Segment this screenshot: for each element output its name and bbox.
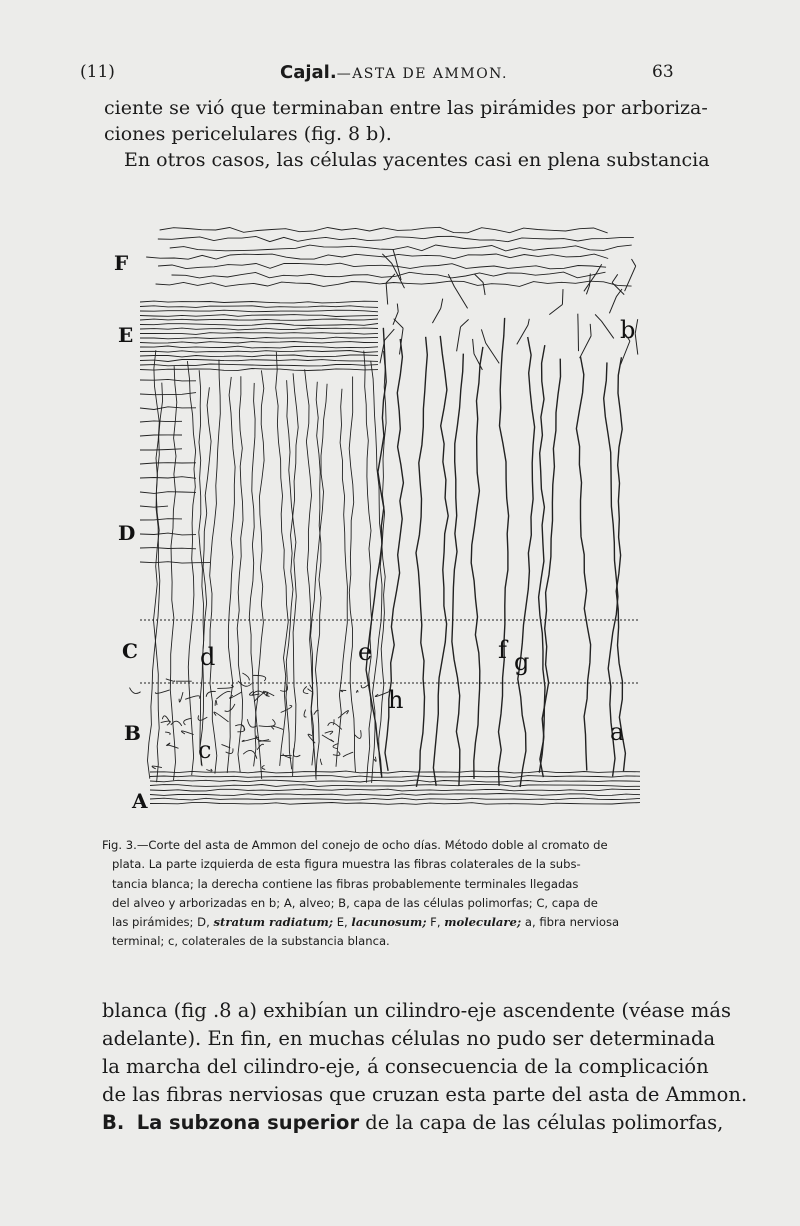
- arborization: [595, 314, 614, 338]
- polymorph-fiber: [253, 675, 266, 681]
- polymorph-fiber: [242, 673, 249, 680]
- radiatum-fiber: [140, 463, 196, 464]
- molecular-fiber: [158, 236, 634, 241]
- lacunosum-fiber: [140, 319, 378, 320]
- alveus-fiber: [150, 794, 640, 796]
- lacunosum-fiber: [140, 301, 378, 303]
- terminal-fiber: [616, 357, 625, 771]
- caption-text: las pirámides; D,: [112, 915, 214, 930]
- terminal-fiber: [416, 337, 427, 787]
- lacunosum-fiber: [140, 310, 378, 312]
- terminal-fiber: [499, 318, 509, 786]
- layer-label: E: [118, 323, 134, 347]
- caption-line: tancia blanca; la derecha contiene las fibras probablemente terminales llegadas: [112, 876, 579, 891]
- neural-drawing: [110, 210, 670, 825]
- molecular-fiber: [158, 263, 606, 269]
- layer-label: D: [118, 521, 136, 545]
- radiatum-fiber: [140, 407, 196, 410]
- lacunosum-fiber: [140, 351, 378, 353]
- polymorph-fiber: [130, 688, 141, 694]
- caption-text: F,: [426, 915, 445, 930]
- polymorph-fiber: [281, 705, 292, 712]
- figure-letter-label: f: [498, 636, 507, 664]
- polymorph-fiber: [320, 759, 322, 765]
- arborization: [448, 274, 467, 308]
- collateral-fiber: [227, 377, 235, 773]
- radiatum-fiber: [140, 506, 168, 507]
- lacunosum-fiber: [140, 364, 378, 366]
- radiatum-fiber: [140, 492, 196, 494]
- radiatum-fiber: [140, 379, 196, 381]
- terminal-fiber: [576, 357, 590, 771]
- caption-italic: moleculare;: [444, 915, 522, 930]
- body-paragraph-top: [104, 95, 710, 173]
- lacunosum-fiber: [140, 324, 378, 326]
- polymorph-fiber: [185, 696, 200, 699]
- arborization: [386, 274, 395, 305]
- running-head-title: [280, 62, 508, 83]
- arborization: [549, 289, 563, 315]
- figure-letter-label: h: [388, 686, 404, 714]
- radiatum-fiber: [140, 393, 196, 395]
- polymorph-fiber: [333, 719, 334, 725]
- arborization: [580, 324, 592, 358]
- lacunosum-fiber: [140, 306, 378, 308]
- polymorph-fiber: [152, 766, 162, 769]
- collateral-fiber: [316, 382, 322, 778]
- figure-letter-label: b: [620, 316, 636, 344]
- layer-label: C: [122, 639, 138, 663]
- molecular-fiber: [156, 281, 632, 286]
- polymorph-fiber: [308, 685, 313, 692]
- layer-label: F: [114, 251, 129, 275]
- polymorph-fiber: [179, 692, 183, 702]
- alveus-fiber: [150, 803, 640, 805]
- terminal-fiber: [539, 359, 560, 773]
- collateral-fiber: [364, 351, 372, 783]
- polymorph-fiber: [184, 718, 192, 725]
- collateral-fiber: [286, 373, 298, 769]
- arborization: [457, 319, 469, 351]
- text-line: [102, 1109, 724, 1137]
- radiatum-fiber: [140, 533, 196, 535]
- terminal-fiber: [471, 347, 483, 779]
- molecular-fiber: [160, 227, 608, 233]
- radiatum-fiber: [140, 435, 182, 436]
- polymorph-fiber: [308, 734, 315, 743]
- lacunosum-fiber: [140, 342, 378, 344]
- lacunosum-fiber: [140, 369, 378, 371]
- polymorph-fiber: [257, 744, 264, 749]
- polymorph-fiber: [303, 686, 308, 693]
- alveus-fiber: [150, 780, 640, 782]
- alveus-fiber: [150, 798, 640, 800]
- arborization: [578, 314, 579, 351]
- caption-text: a, fibra nerviosa: [521, 915, 620, 930]
- collateral-fiber: [336, 389, 347, 767]
- terminal-fiber: [604, 362, 618, 776]
- radiatum-fiber: [140, 449, 182, 450]
- polymorph-fiber: [356, 690, 358, 692]
- arborization: [473, 339, 483, 370]
- arborization: [584, 264, 602, 291]
- terminal-fiber: [518, 337, 535, 787]
- alveus-fiber: [150, 785, 640, 787]
- page-number: 63: [652, 62, 674, 82]
- molecular-fiber: [171, 272, 605, 278]
- collateral-fiber: [305, 369, 314, 765]
- polymorph-fiber: [262, 765, 265, 769]
- polymorph-fiber: [374, 757, 376, 762]
- caption-line: plata. La parte izquierda de esta figura muestra las fibras colaterales de la subs-: [112, 857, 581, 872]
- polymorph-fiber: [165, 732, 170, 735]
- text-line: En otros casos, las células yacentes casi en plena substancia: [124, 149, 710, 171]
- collateral-fiber: [187, 361, 195, 775]
- polymorph-fiber: [206, 769, 212, 771]
- polymorph-fiber: [215, 700, 217, 705]
- polymorph-fiber: [341, 690, 346, 691]
- arborization: [380, 329, 394, 363]
- radiatum-fiber: [140, 548, 196, 549]
- text-line: de las fibras nerviosas que cruzan esta parte del asta de Ammon.: [102, 1083, 748, 1106]
- text-line: ciones pericelulares (fig. 8 b).: [104, 123, 392, 145]
- polymorph-fiber: [304, 710, 306, 717]
- collateral-fiber: [170, 366, 177, 780]
- polymorph-fiber: [168, 745, 179, 748]
- figure-letter-label: e: [358, 638, 373, 666]
- running-head-author: Cajal.: [280, 62, 337, 83]
- polymorph-fiber: [259, 719, 275, 726]
- figure-letter-label: d: [200, 643, 216, 671]
- lacunosum-fiber: [140, 360, 378, 362]
- polymorph-fiber: [225, 704, 235, 712]
- polymorph-fiber: [161, 721, 171, 725]
- polymorph-fiber: [325, 731, 333, 734]
- arborization: [481, 329, 499, 363]
- text-fragment: de la capa de las células polimorfas,: [359, 1111, 724, 1134]
- lacunosum-fiber: [140, 315, 378, 317]
- subsection-marker: B.: [102, 1111, 125, 1134]
- lacunosum-fiber: [140, 346, 378, 348]
- text-line: la marcha del cilindro-eje, á consecuencia de la complicación: [102, 1055, 709, 1078]
- running-head-section: —ASTA DE AMMON.: [336, 66, 508, 82]
- molecular-fiber: [146, 254, 608, 259]
- collateral-fiber: [210, 360, 221, 774]
- arborization: [635, 319, 638, 354]
- caption-text: E,: [333, 915, 352, 930]
- polymorph-fiber: [217, 685, 233, 688]
- polymorph-fiber: [238, 681, 252, 686]
- polymorph-fiber: [338, 711, 348, 719]
- collateral-fiber: [349, 377, 355, 773]
- polymorph-fiber: [322, 735, 334, 742]
- subsection-heading: La subzona superior: [136, 1111, 360, 1134]
- polymorph-fiber: [333, 752, 340, 756]
- terminal-fiber: [433, 336, 448, 786]
- body-paragraph-bottom: [102, 997, 748, 1137]
- lacunosum-fiber: [140, 355, 378, 357]
- polymorph-fiber: [155, 690, 169, 693]
- radiatum-fiber: [140, 477, 196, 479]
- alveus-fiber: [150, 776, 640, 778]
- arborization: [612, 274, 624, 294]
- caption-line: Fig. 3.—Corte del asta de Ammon del conejo de ocho días. Método doble al cromato de: [102, 838, 608, 852]
- radiatum-fiber: [140, 519, 182, 520]
- polymorph-fiber: [355, 730, 362, 738]
- caption-line: [102, 913, 684, 932]
- polymorph-fiber: [214, 712, 229, 722]
- caption-line: del alveo y arborizadas en b; A, alveo; B, capa de las células polimorfas; C, capa de: [112, 895, 598, 910]
- polymorph-fiber: [343, 752, 353, 757]
- figure-letter-label: c: [198, 736, 212, 764]
- text-line: ciente se vió que terminaban entre las pirámides por arboriza-: [104, 97, 708, 119]
- lacunosum-fiber: [140, 333, 378, 335]
- layer-label: A: [132, 789, 148, 813]
- arborization: [609, 289, 622, 313]
- arborization: [517, 319, 530, 345]
- polymorph-fiber: [361, 685, 368, 688]
- caption-italic: stratum radiatum;: [213, 915, 334, 930]
- figure-caption: [102, 836, 684, 952]
- polymorph-fiber: [216, 691, 230, 699]
- molecular-fiber: [170, 245, 632, 251]
- text-line: blanca (fig .8 a) exhibían un cilindro-eje ascendente (véase más: [102, 999, 732, 1022]
- arborization: [393, 304, 398, 325]
- radiatum-fiber: [140, 562, 210, 563]
- collateral-fiber: [237, 376, 243, 772]
- alveus-fiber: [150, 771, 640, 773]
- caption-italic: lacunosum;: [351, 915, 427, 930]
- polymorph-fiber: [272, 726, 283, 729]
- layer-label: B: [124, 721, 141, 745]
- polymorph-fiber: [254, 692, 268, 702]
- text-line: adelante). En fin, en muchas células no pudo ser determinada: [102, 1027, 716, 1050]
- caption-line: terminal; c, colaterales de la substancia blanca.: [112, 934, 390, 949]
- figure-illustration: [110, 210, 670, 825]
- figure-letter-label: a: [610, 718, 625, 746]
- lacunosum-fiber: [140, 328, 378, 330]
- arborization: [586, 274, 590, 295]
- running-head-left: (11): [80, 62, 115, 82]
- terminal-fiber: [452, 354, 463, 786]
- collateral-fiber: [148, 383, 163, 779]
- polymorph-fiber: [222, 744, 231, 748]
- alveus-fiber: [150, 789, 640, 791]
- figure-letter-label: g: [514, 648, 530, 676]
- polymorph-fiber: [235, 725, 244, 731]
- arborization: [432, 299, 442, 324]
- lacunosum-fiber: [140, 337, 378, 339]
